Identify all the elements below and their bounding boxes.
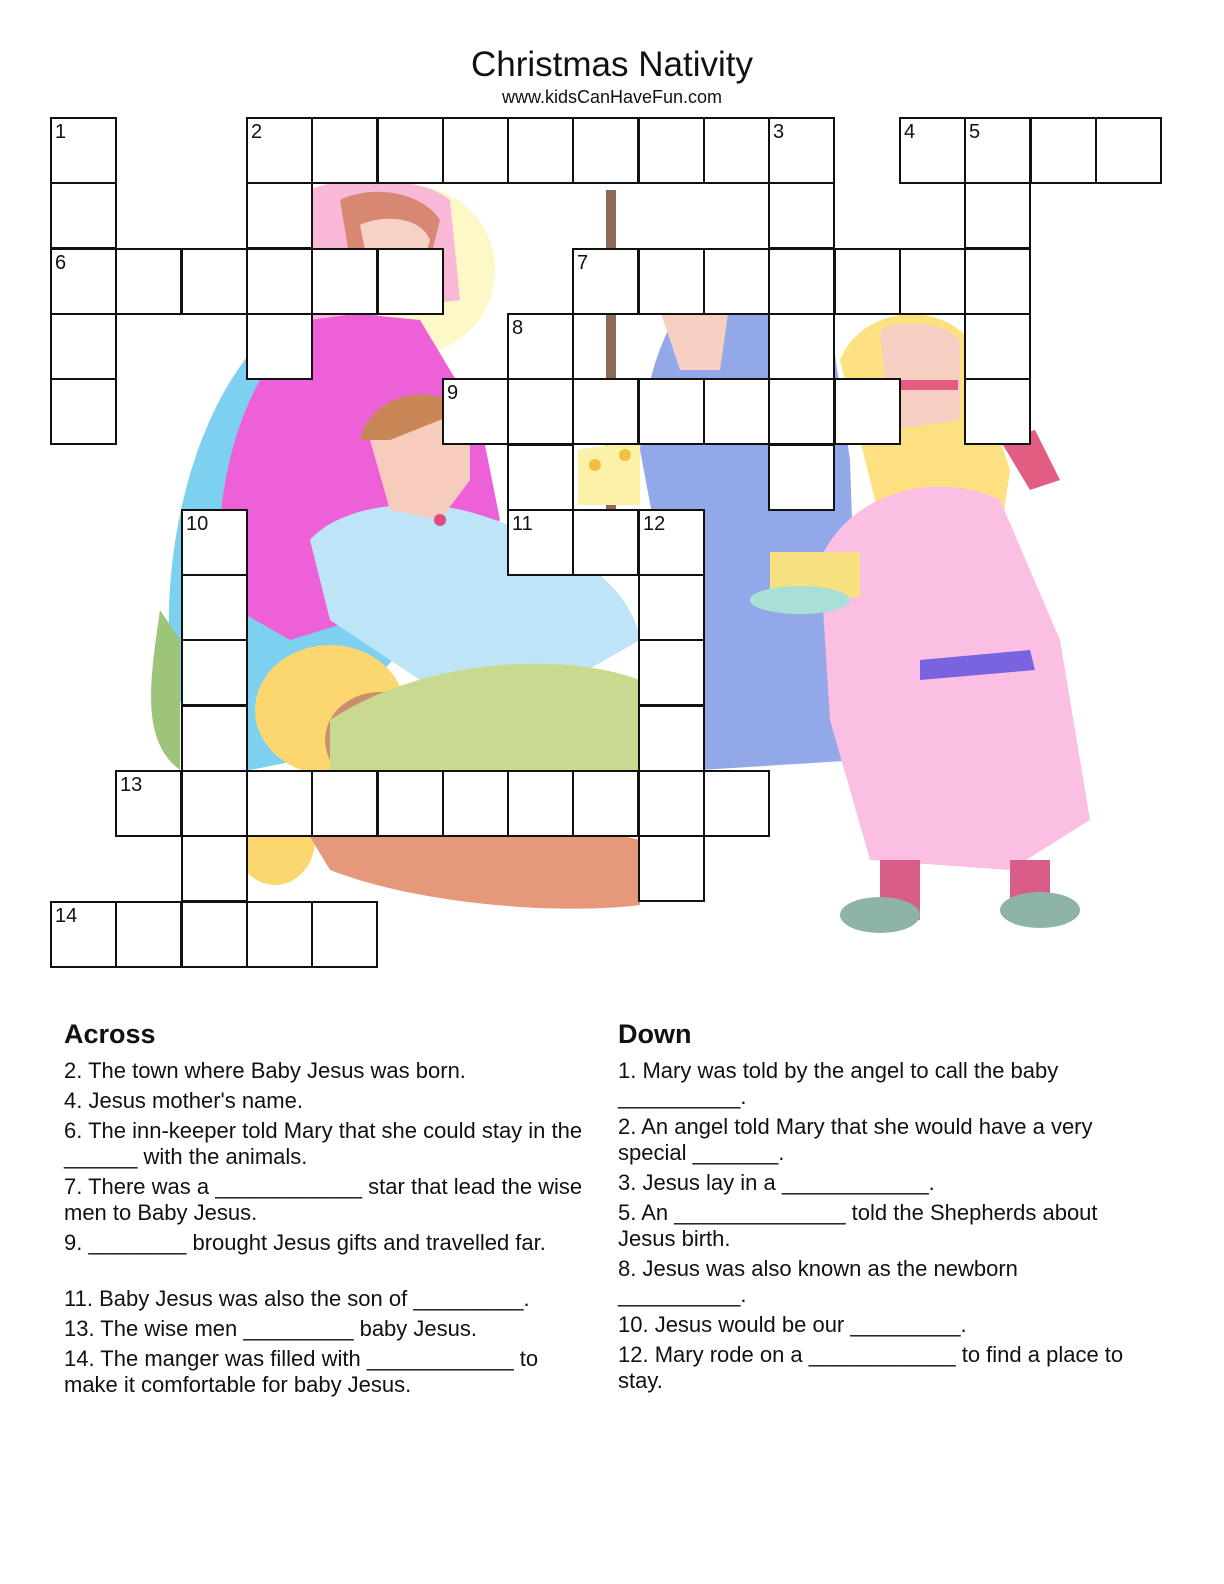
clue-across-7: 7. There was a ____________ star that lead the wise men to Baby Jesus. [64,1174,583,1225]
clue-down-12: 12. Mary rode on a ____________ to find a place to stay. [618,1342,1124,1393]
clue-across-11: 11. Baby Jesus was also the son of _________. [64,1286,530,1311]
grid-cell[interactable] [768,182,835,249]
grid-cell[interactable] [246,770,313,837]
clue-across-4: 4. Jesus mother's name. [64,1088,303,1113]
grid-cell[interactable] [768,444,835,511]
grid-cell[interactable] [703,770,770,837]
clue-number: 6 [55,252,67,274]
grid-cell[interactable] [638,378,705,445]
grid-cell[interactable] [246,182,313,249]
grid-cell[interactable] [50,313,117,380]
clue-down-5: 5. An ______________ told the Shepherds about Jesus birth. [618,1200,1098,1251]
grid-cell[interactable] [115,901,182,968]
grid-cell[interactable] [1095,117,1162,184]
grid-cell[interactable] [442,770,509,837]
grid-cell[interactable] [638,248,705,315]
grid-cell[interactable] [768,313,835,380]
grid-cell[interactable] [964,117,1031,184]
clue-across-6: 6. The inn-keeper told Mary that she could stay in the ______ with the animals. [64,1118,583,1169]
grid-cell[interactable] [638,509,705,576]
grid-cell[interactable] [50,117,117,184]
grid-cell[interactable] [703,378,770,445]
grid-cell[interactable] [572,770,639,837]
grid-cell[interactable] [572,248,639,315]
grid-cell[interactable] [638,770,705,837]
grid-cell[interactable] [181,770,248,837]
grid-cell[interactable] [115,248,182,315]
grid-cell[interactable] [638,117,705,184]
clue-down-3: 3. Jesus lay in a ____________. [618,1170,935,1195]
grid-cell[interactable] [311,770,378,837]
grid-cell[interactable] [507,313,574,380]
clue-across-9: 9. ________ brought Jesus gifts and travelled far. [64,1230,546,1255]
clue-number: 11 [512,513,533,535]
clue-down-2: 2. An angel told Mary that she would have a very special _______. [618,1114,1093,1165]
clue-number: 5 [969,121,981,143]
down-heading: Down [618,1019,692,1049]
grid-cell[interactable] [572,509,639,576]
grid-cell[interactable] [50,182,117,249]
grid-cell[interactable] [964,248,1031,315]
grid-cell[interactable] [507,378,574,445]
grid-cell[interactable] [377,770,444,837]
grid-cell[interactable] [768,248,835,315]
grid-cell[interactable] [115,770,182,837]
grid-cell[interactable] [703,248,770,315]
clue-number: 3 [773,121,785,143]
grid-cell[interactable] [703,117,770,184]
clue-across-14: 14. The manger was filled with ____________ to make it comfortable for baby Jesus. [64,1346,539,1397]
clue-across-13: 13. The wise men _________ baby Jesus. [64,1316,477,1341]
grid-cell[interactable] [507,770,574,837]
grid-cell[interactable] [246,117,313,184]
clue-down-8: 8. Jesus was also known as the newborn __________. [618,1256,1018,1307]
grid-cell[interactable] [50,901,117,968]
clue-number: 8 [512,317,524,339]
grid-cell[interactable] [899,117,966,184]
grid-cell[interactable] [442,117,509,184]
grid-cell[interactable] [181,705,248,772]
clue-number: 2 [251,121,263,143]
grid-cell[interactable] [507,509,574,576]
clue-number: 14 [55,905,78,927]
clue-number: 13 [120,774,143,796]
grid-cell[interactable] [1030,117,1097,184]
across-clues [64,1018,594,1402]
grid-cell[interactable] [311,117,378,184]
grid-cell[interactable] [181,901,248,968]
grid-cell[interactable] [181,639,248,706]
grid-cell[interactable] [181,248,248,315]
grid-cell[interactable] [638,574,705,641]
grid-cell[interactable] [181,835,248,902]
grid-cell[interactable] [638,835,705,902]
grid-cell[interactable] [246,248,313,315]
grid-cell[interactable] [572,378,639,445]
grid-cell[interactable] [377,117,444,184]
grid-cell[interactable] [50,248,117,315]
grid-cell[interactable] [964,313,1031,380]
clue-number: 4 [904,121,916,143]
grid-cell[interactable] [638,705,705,772]
clue-number: 7 [577,252,589,274]
grid-cell[interactable] [50,378,117,445]
grid-cell[interactable] [507,444,574,511]
grid-cell[interactable] [181,574,248,641]
grid-cell[interactable] [246,901,313,968]
clue-number: 10 [186,513,209,535]
grid-cell[interactable] [181,509,248,576]
across-heading: Across [64,1019,156,1049]
grid-cell[interactable] [768,378,835,445]
grid-cell[interactable] [311,901,378,968]
grid-cell[interactable] [311,248,378,315]
clue-down-1: 1. Mary was told by the angel to call the baby __________. [618,1058,1059,1109]
clue-number: 1 [55,121,67,143]
grid-cell[interactable] [964,182,1031,249]
down-clues [618,1018,1148,1398]
website-url: www.kidsCanHaveFun.com [501,87,723,107]
grid-cell[interactable] [638,639,705,706]
grid-cell[interactable] [834,248,901,315]
clue-down-10: 10. Jesus would be our _________. [618,1312,967,1337]
grid-cell[interactable] [899,248,966,315]
grid-cell[interactable] [377,248,444,315]
grid-cell[interactable] [572,117,639,184]
clue-number: 12 [643,513,666,535]
grid-cell[interactable] [442,378,509,445]
grid-cell[interactable] [834,378,901,445]
grid-cell[interactable] [246,313,313,380]
clue-number: 9 [447,382,459,404]
page-title: Christmas Nativity [471,45,753,84]
clue-across-2: 2. The town where Baby Jesus was born. [64,1058,466,1083]
grid-cell[interactable] [768,117,835,184]
grid-cell[interactable] [507,117,574,184]
grid-cell[interactable] [964,378,1031,445]
